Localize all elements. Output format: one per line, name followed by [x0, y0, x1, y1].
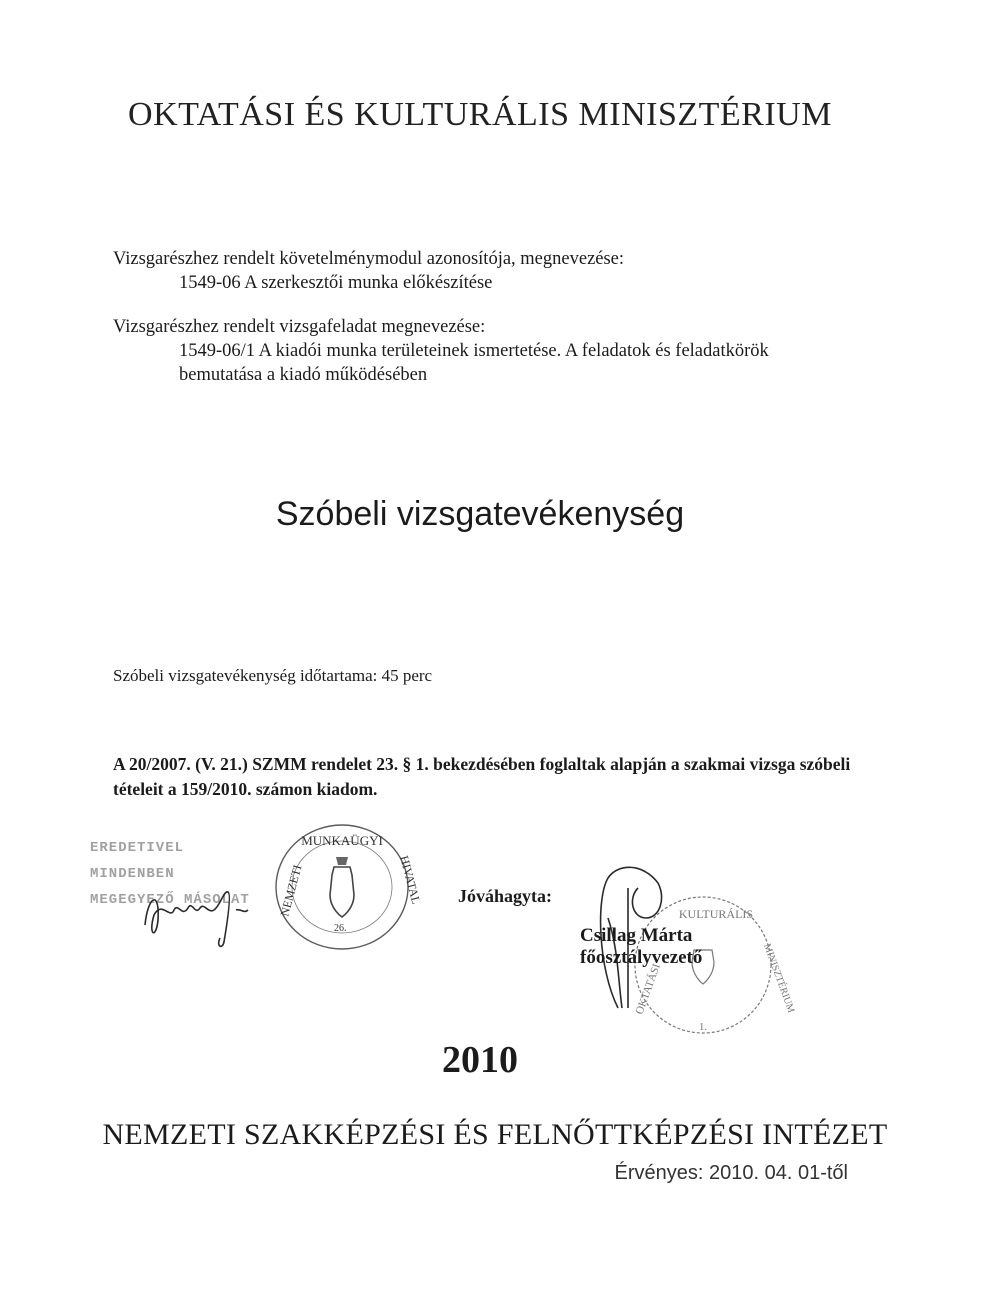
certified-copy-line2: MEGEGYEZŐ MÁSOLAT	[90, 892, 250, 908]
task-value-line1: 1549-06/1 A kiadói munka területeinek ismertetése. A feladatok és feladatkörök	[179, 341, 769, 361]
seal-right-left-text: OKTATÁSI	[633, 962, 663, 1017]
validity-date: Érvényes: 2010. 04. 01-től	[614, 1162, 848, 1184]
module-label: Vizsgarészhez rendelt követelménymodul azonosítója, megnevezése:	[113, 249, 625, 269]
exam-duration: Szóbeli vizsgatevékenység időtartama: 45 perc	[113, 666, 433, 685]
seal-left-number: 26.	[334, 923, 347, 934]
certified-copy-line1: EREDETIVEL MINDENBEN	[90, 840, 185, 882]
task-label: Vizsgarészhez rendelt vizsgafeladat megnevezése:	[113, 317, 486, 337]
module-section	[113, 247, 624, 295]
exam-title: Szóbeli vizsgatevékenység	[275, 495, 685, 533]
seal-right-top-text: KULTURÁLIS	[678, 907, 754, 921]
task-value-line2: bemutatása a kiadó működésében	[179, 365, 428, 385]
signature-left	[140, 880, 280, 950]
task-section	[113, 315, 863, 387]
seal-left-right-text: HIVATAL	[397, 854, 424, 906]
approver-name: Csillag Márta	[580, 925, 693, 946]
approved-label: Jóváhagyta:	[458, 886, 552, 906]
year: 2010	[442, 1039, 518, 1081]
legal-text: A 20/2007. (V. 21.) SZMM rendelet 23. § 1. bekezdésében foglaltak alapján a szakmai vizsga szóbeli tételeit a 159/2010. számon kiadom.	[113, 754, 851, 799]
seal-right-number: 1.	[698, 1021, 708, 1033]
seal-left	[270, 817, 424, 957]
approver	[580, 925, 702, 969]
seal-right-right-text: MINISZTÉRIUM	[761, 942, 797, 1015]
ministry-heading: OKTATÁSI ÉS KULTURÁLIS MINISZTÉRIUM	[128, 96, 832, 133]
seal-left-top-text: MUNKAÜGYI	[301, 833, 383, 848]
seal-left-left-text: NEMZETI	[277, 863, 305, 918]
approver-role: főosztályvezető	[580, 947, 703, 968]
module-value: 1549-06 A szerkesztői munka előkészítése	[179, 273, 493, 293]
institute-name: NEMZETI SZAKKÉPZÉSI ÉS FELNŐTTKÉPZÉSI INTÉZET	[102, 1118, 888, 1151]
